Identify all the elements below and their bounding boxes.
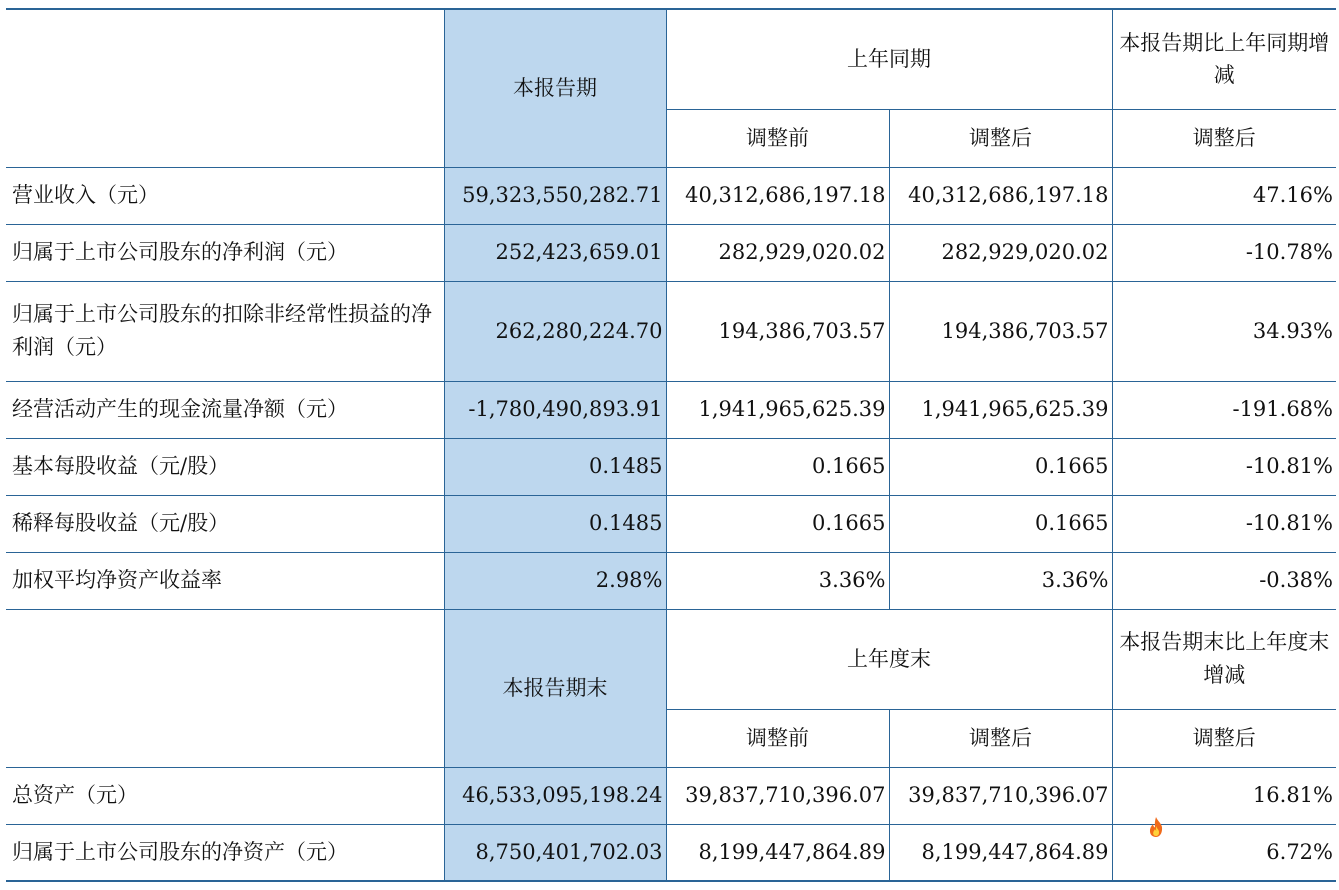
after-value: 0.1665 [889,438,1112,495]
row-label: 归属于上市公司股东的扣除非经常性损益的净利润（元） [6,281,444,381]
after-value: 39,837,710,396.07 [889,767,1112,824]
header-change: 本报告期末比上年度末增减 [1112,609,1336,709]
after-value: 3.36% [889,552,1112,609]
before-value: 8,199,447,864.89 [666,824,889,881]
table-row [6,495,1336,552]
current-value: 252,423,659.01 [444,224,666,281]
header-current-period: 本报告期 [444,9,666,167]
row-label: 经营活动产生的现金流量净额（元） [6,381,444,438]
financial-summary-table [6,8,1336,882]
row-label: 总资产（元） [6,767,444,824]
current-value: -1,780,490,893.91 [444,381,666,438]
before-value: 3.36% [666,552,889,609]
row-label: 归属于上市公司股东的净利润（元） [6,224,444,281]
before-value: 1,941,965,625.39 [666,381,889,438]
header-change-after-adjust: 调整后 [1112,709,1336,767]
row-label: 营业收入（元） [6,167,444,224]
change-value: -191.68% [1112,381,1336,438]
change-value: -10.81% [1112,438,1336,495]
row-label: 加权平均净资产收益率 [6,552,444,609]
before-value: 282,929,020.02 [666,224,889,281]
current-value: 262,280,224.70 [444,281,666,381]
after-value: 40,312,686,197.18 [889,167,1112,224]
header-blank-cell [6,9,444,167]
change-value: -10.78% [1112,224,1336,281]
change-value: 34.93% [1112,281,1336,381]
change-value: 47.16% [1112,167,1336,224]
before-value: 40,312,686,197.18 [666,167,889,224]
after-value: 194,386,703.57 [889,281,1112,381]
header-prior-period: 上年同期 [666,9,1112,109]
after-value: 0.1665 [889,495,1112,552]
before-value: 194,386,703.57 [666,281,889,381]
change-value: 16.81% [1112,767,1336,824]
header-change-after-adjust: 调整后 [1112,109,1336,167]
after-value: 8,199,447,864.89 [889,824,1112,881]
header-change: 本报告期比上年同期增减 [1112,9,1336,109]
before-value: 39,837,710,396.07 [666,767,889,824]
table-row [6,381,1336,438]
table-row [6,224,1336,281]
after-value: 282,929,020.02 [889,224,1112,281]
current-value: 2.98% [444,552,666,609]
header-blank-cell [6,609,444,767]
table-row [6,167,1336,224]
change-value: -10.81% [1112,495,1336,552]
row-label: 基本每股收益（元/股） [6,438,444,495]
current-value: 59,323,550,282.71 [444,167,666,224]
row-label: 稀释每股收益（元/股） [6,495,444,552]
header-after-adjust: 调整后 [889,709,1112,767]
header-before-adjust: 调整前 [666,709,889,767]
current-value: 46,533,095,198.24 [444,767,666,824]
header-current-period-end: 本报告期末 [444,609,666,767]
table-row [6,438,1336,495]
change-value: 6.72% [1112,824,1336,881]
change-value: -0.38% [1112,552,1336,609]
table-row [6,824,1336,881]
row-label: 归属于上市公司股东的净资产（元） [6,824,444,881]
current-value: 8,750,401,702.03 [444,824,666,881]
table-row [6,767,1336,824]
before-value: 0.1665 [666,495,889,552]
table-row [6,281,1336,381]
header-before-adjust: 调整前 [666,109,889,167]
header-prior-year-end: 上年度末 [666,609,1112,709]
before-value: 0.1665 [666,438,889,495]
after-value: 1,941,965,625.39 [889,381,1112,438]
current-value: 0.1485 [444,438,666,495]
header-after-adjust: 调整后 [889,109,1112,167]
current-value: 0.1485 [444,495,666,552]
table-row [6,552,1336,609]
fire-icon [1146,816,1166,838]
